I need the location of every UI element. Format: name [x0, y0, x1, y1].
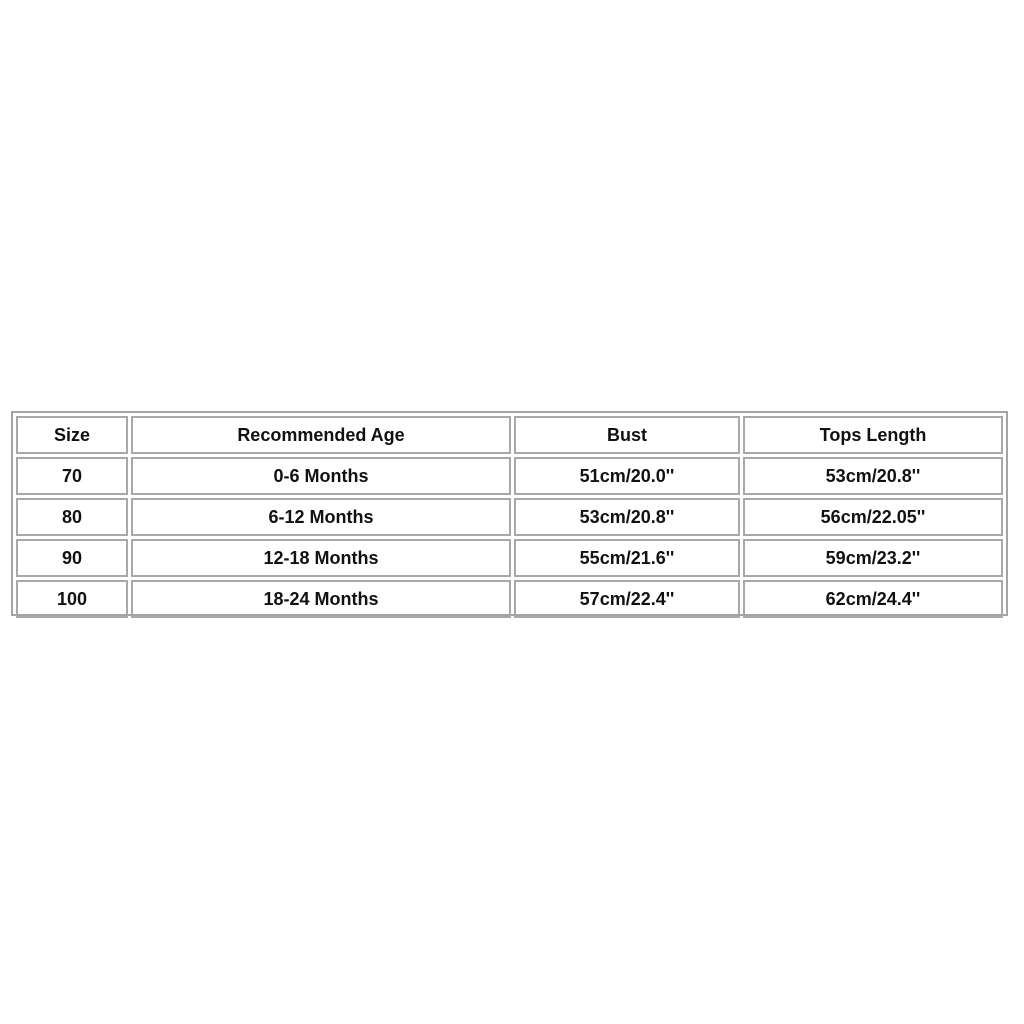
- cell-bust: 51cm/20.0'': [514, 457, 740, 495]
- cell-size: 80: [16, 498, 128, 536]
- table-row: [16, 498, 1003, 536]
- cell-tops-length: 62cm/24.4'': [743, 580, 1003, 618]
- cell-recommended-age: 18-24 Months: [131, 580, 511, 618]
- cell-tops-length: 59cm/23.2'': [743, 539, 1003, 577]
- cell-recommended-age: 0-6 Months: [131, 457, 511, 495]
- table-header-row: [16, 416, 1003, 454]
- cell-tops-length: 53cm/20.8'': [743, 457, 1003, 495]
- cell-bust: 55cm/21.6'': [514, 539, 740, 577]
- header-recommended-age: Recommended Age: [131, 416, 511, 454]
- table-row: [16, 580, 1003, 618]
- header-tops-length: Tops Length: [743, 416, 1003, 454]
- cell-tops-length: 56cm/22.05'': [743, 498, 1003, 536]
- cell-bust: 53cm/20.8'': [514, 498, 740, 536]
- table-row: [16, 457, 1003, 495]
- table-row: [16, 539, 1003, 577]
- size-chart-grid: [13, 413, 1006, 621]
- cell-recommended-age: 12-18 Months: [131, 539, 511, 577]
- cell-bust: 57cm/22.4'': [514, 580, 740, 618]
- header-bust: Bust: [514, 416, 740, 454]
- cell-size: 90: [16, 539, 128, 577]
- header-size: Size: [16, 416, 128, 454]
- cell-size: 100: [16, 580, 128, 618]
- cell-recommended-age: 6-12 Months: [131, 498, 511, 536]
- cell-size: 70: [16, 457, 128, 495]
- size-chart-table: [11, 411, 1008, 616]
